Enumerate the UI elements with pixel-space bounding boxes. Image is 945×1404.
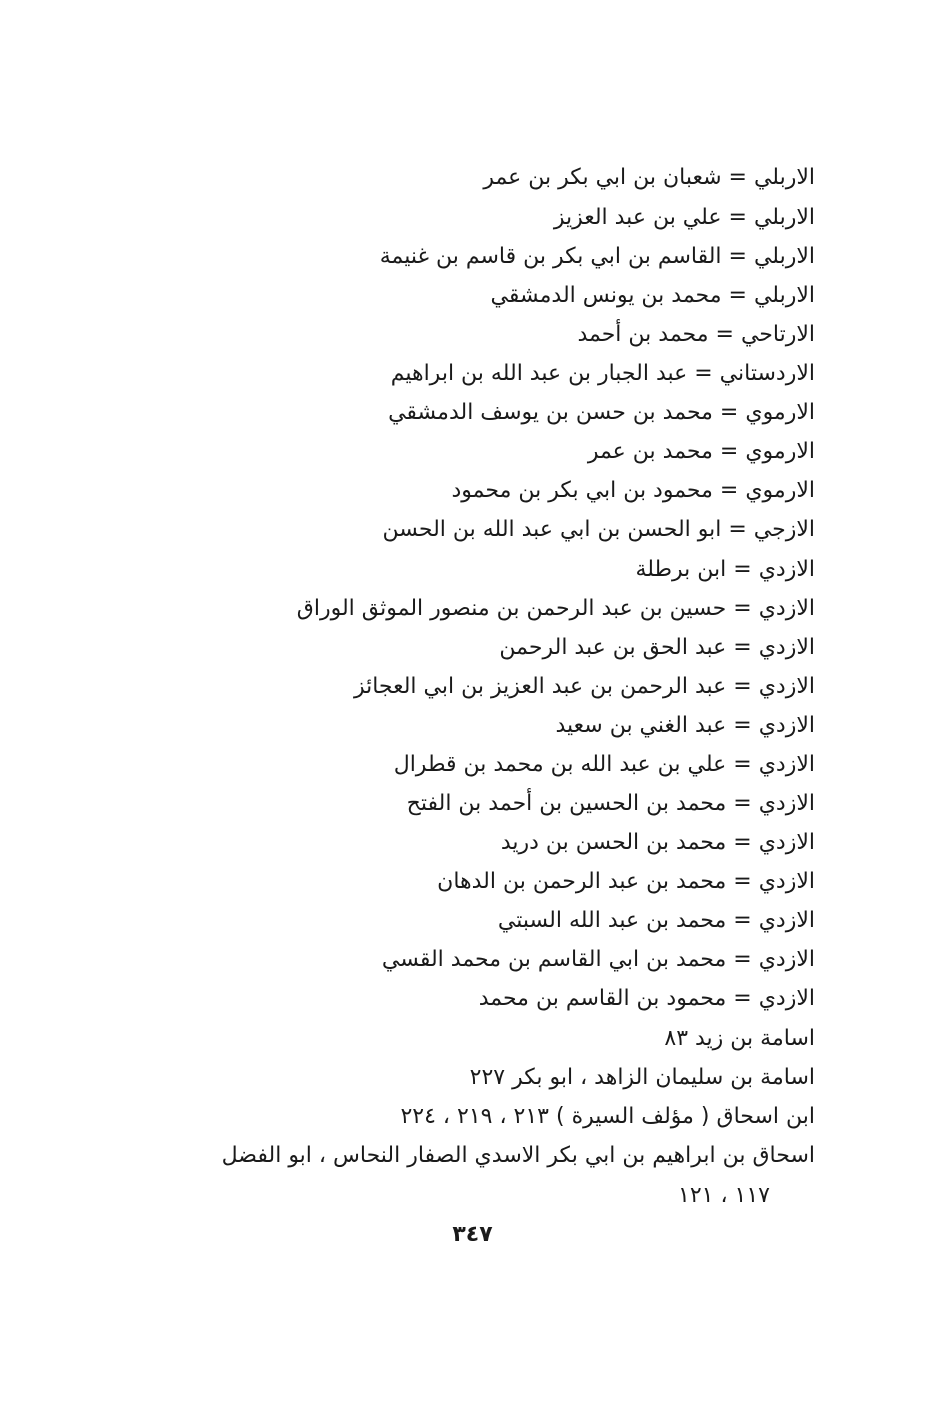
index-entry: الازدي = محمود بن القاسم بن محمد: [478, 986, 815, 1011]
index-entry: الاربلي = شعبان بن ابي بكر بن عمر: [483, 165, 815, 190]
index-entry: الازدي = عبد الرحمن بن عبد العزيز بن ابي العجائز: [353, 674, 815, 699]
index-entry: الارموي = محمد بن حسن بن يوسف الدمشقي: [388, 400, 815, 425]
index-entry: الاربلي = علي بن عبد العزيز: [553, 205, 815, 230]
index-entry: الازدي = محمد بن الحسن بن دريد: [500, 830, 815, 855]
page-number: ٣٤٧: [452, 1222, 493, 1247]
index-entry: الازدي = محمد بن عبد الرحمن بن الدهان: [437, 869, 815, 894]
index-entry: الازدي = ابن برطلة: [635, 557, 815, 582]
index-entry: الارموي = محمود بن ابي بكر بن محمود: [451, 478, 815, 503]
index-entry: الاردستاني = عبد الجبار بن عبد الله بن ابراهيم: [390, 361, 815, 386]
index-entry: الازدي = عبد الحق بن عبد الرحمن: [499, 635, 815, 660]
index-entry: الازدي = محمد بن ابي القاسم بن محمد القسي: [381, 947, 815, 972]
index-entry: الارتاحي = محمد بن أحمد: [577, 322, 815, 347]
index-entry: الازدي = محمد بن عبد الله السبتي: [497, 908, 815, 933]
index-entry: ابن اسحاق ( مؤلف السيرة ) ٢١٣ ، ٢١٩ ، ٢٢٤: [400, 1104, 815, 1129]
index-entry: الارموي = محمد بن عمر: [587, 439, 815, 464]
index-entry: الاربلي = محمد بن يونس الدمشقي: [490, 283, 815, 308]
index-entry: الازجي = ابو الحسن بن ابي عبد الله بن الحسن: [382, 517, 815, 542]
index-entry: اسامة بن زيد ٨٣: [664, 1026, 815, 1051]
index-entry: الازدي = عبد الغني بن سعيد: [555, 713, 815, 738]
index-entry: الازدي = علي بن عبد الله بن محمد بن قطرال: [393, 752, 815, 777]
index-entry: الاربلي = القاسم بن ابي بكر بن قاسم بن غنيمة: [379, 244, 815, 269]
index-entry: الازدي = محمد بن الحسين بن أحمد بن الفتح: [406, 791, 815, 816]
index-entry: اسحاق بن ابراهيم بن ابي بكر الاسدي الصفار النحاس ، ابو الفضل: [221, 1143, 815, 1168]
index-entry: الازدي = حسين بن عبد الرحمن بن منصور الموثق الوراق: [296, 596, 815, 621]
index-entry: اسامة بن سليمان الزاهد ، ابو بكر ٢٢٧: [469, 1065, 815, 1090]
index-entry-continuation: ١١٧ ، ١٢١: [678, 1183, 770, 1208]
